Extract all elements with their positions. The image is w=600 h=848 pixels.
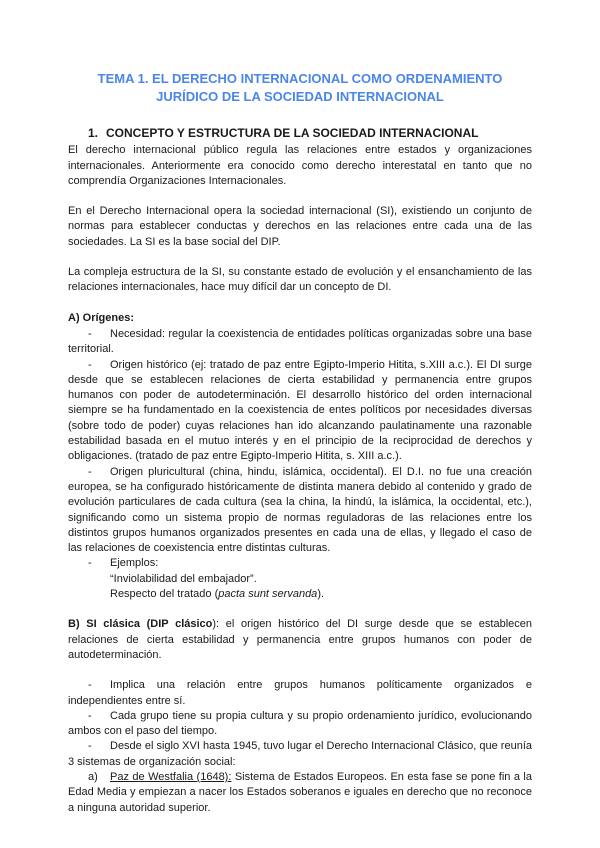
dash-bullet: - (88, 358, 92, 371)
example-text-post: ). (317, 588, 325, 601)
section-b-heading-rest: ): el origen histórico del DI surge desde que se establecen relaciones de cierta estabilidad y permanencia entre grupos humanos con poder de autodeterminación. (68, 618, 532, 661)
letter-marker: a) (88, 770, 98, 783)
underlined-term: Paz de Westfalia (1648): (110, 770, 232, 783)
document-title: TEMA 1. EL DERECHO INTERNACIONAL COMO ORDENAMIENTO JURÍDICO DE LA SOCIEDAD INTERNACIONAL (97, 71, 503, 104)
list-item-text: Origen histórico (ej: tratado de paz entre Egipto-Imperio Hitita, s.XIII a.c.). El DI surge desde que se establecen relaciones de cierta estabilidad y permanencia entre grupos humanos con poder de autodeterminación. El desarrollo histórico del orden internacional siempre se ha fundamentado en la coexistencia de entes políticos por necesidades diversas (sobre todo de poder) cuyas relaciones han ido alcanzando paulatinamente una razonable estabilidad basada en el mutuo interés y en el principio de la reciprocidad de derechos y obligaciones. (tratado de paz entre Egipto-Imperio Hitita, s. XIII a.c.). (68, 358, 532, 463)
section-b-heading: B) SI clásica (DIP clásico (68, 618, 213, 631)
list-item-paz-westfalia (68, 770, 532, 816)
examples-block (68, 572, 532, 603)
list-item-origen-pluricultural (68, 465, 532, 557)
dash-bullet: - (88, 709, 92, 722)
list-item-necesidad (68, 327, 532, 358)
list-item-implica-relacion (68, 678, 532, 709)
list-item-cada-grupo (68, 709, 532, 740)
list-item-text: Ejemplos: (110, 557, 159, 570)
section-1-number: 1. (88, 126, 99, 140)
list-item-siglo-xvi (68, 739, 532, 770)
list-item-text: Cada grupo tiene su propia cultura y su propio ordenamiento jurídico, evolucionando ambos con el paso del tiempo. (68, 709, 532, 738)
dash-bullet: - (88, 740, 92, 753)
section-a-heading: A) Orígenes: (68, 311, 135, 324)
dash-bullet: - (88, 557, 92, 570)
example-pacta-sunt-servanda (110, 587, 532, 602)
example-inviolabilidad: “Inviolabilidad del embajador”. (110, 572, 257, 585)
list-item-text: Necesidad: regular la coexistencia de entidades políticas organizadas sobre una base territorial. (68, 327, 532, 356)
paragraph-estructura-si: La compleja estructura de la SI, su constante estado de evolución y el ensanchamiento de las relaciones internacionales, hace muy difícil dar un concepto de DI. (68, 266, 532, 294)
example-text-pre: Respecto del tratado ( (110, 588, 219, 601)
dash-bullet: - (88, 465, 92, 478)
section-1-heading-text: CONCEPTO Y ESTRUCTURA DE LA SOCIEDAD INTERNACIONAL (106, 126, 479, 140)
dash-bullet: - (88, 327, 92, 340)
list-item-text-rest: Sistema de Estados Europeos. En esta fase se pone fin a la Edad Media y empiezan a nacer los Estados soberanos e iguales en derecho que no reconoce a ninguna autoridad superior. (68, 770, 532, 814)
latin-phrase: pacta sunt servanda (218, 588, 318, 601)
paragraph-sociedad-internacional: En el Derecho Internacional opera la sociedad internacional (SI), existiendo un conjunto de normas para establecer conductas y derechos en las relaciones entre cada una de las sociedades. La SI es la base social del DIP. (68, 205, 532, 248)
paragraph-si-clasica (68, 617, 532, 663)
dash-bullet: - (88, 679, 92, 692)
list-item-text: Origen pluricultural (china, hindu, islámica, occidental). El D.I. no fue una creación europea, se ha configurado históricamente de distinta manera debido al contenido y grado de evolución particulares de cada cultura (sea la china, la hindú, la islámica, la occidental, etc.), significando como un sistema propio de normas reguladoras de las relaciones entre los distintos grupos humanos organizados presentes en cada una de ellas, y llegado el caso de las relaciones de coexistencia entre distintas culturas. (68, 465, 532, 555)
list-item-origen-historico (68, 358, 532, 465)
list-item-text: Implica una relación entre grupos humanos políticamente organizados e independientes entre sí. (68, 679, 532, 707)
paragraph-intro-dip: El derecho internacional público regula las relaciones entre estados y organizaciones internacionales. Anteriormente era conocido como derecho interestatal en tanto que no comprendía Organizaciones Internacionales. (68, 144, 532, 187)
list-item-text: Desde el siglo XVI hasta 1945, tuvo lugar el Derecho Internacional Clásico, que reunía 3 sistemas de organización social: (68, 740, 532, 768)
section-1-heading (68, 126, 532, 141)
list-item-text (68, 771, 532, 814)
list-item-ejemplos (68, 556, 532, 571)
